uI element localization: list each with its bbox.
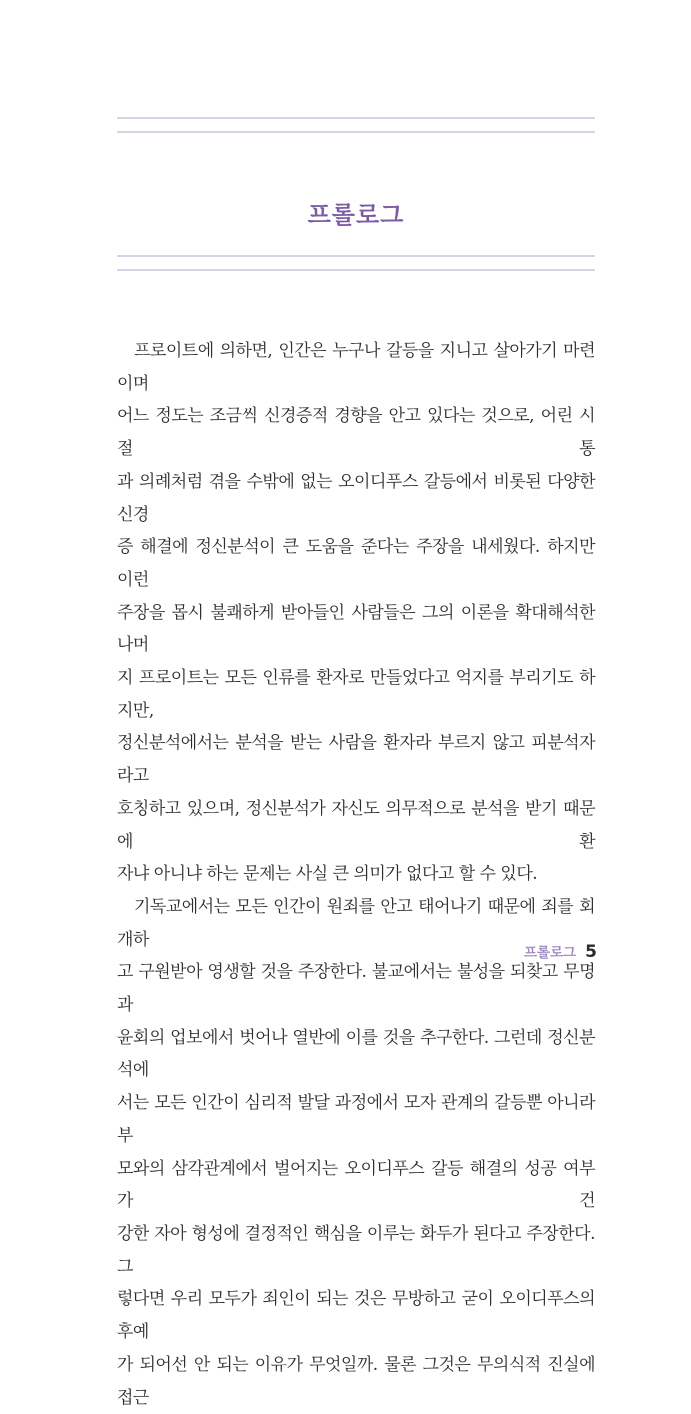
footer-page-number: 5 xyxy=(585,942,597,962)
body-line: 어느 정도는 조금씩 신경증적 경향을 안고 있다는 것으로, 어린 시절 통 xyxy=(117,406,595,460)
footer-section-label: 프롤로그 xyxy=(523,945,577,961)
body-line: 자냐 아니냐 하는 문제는 사실 큰 의미가 없다고 할 수 있다. xyxy=(117,864,538,885)
body-line: 모와의 삼각관계에서 벌어지는 오이디푸스 갈등 해결의 성공 여부가 건 xyxy=(117,1158,595,1212)
body-line: 증 해결에 정신분석이 큰 도움을 준다는 주장을 내세웠다. 하지만 이런 xyxy=(117,537,595,590)
paragraph xyxy=(117,891,595,1414)
body-line: 정신분석에서는 분석을 받는 사람을 환자라 부르지 않고 피분석자라고 xyxy=(117,733,595,787)
body-text xyxy=(117,335,595,1414)
body-line: 기독교에서는 모든 인간이 원죄를 안고 태어나기 때문에 죄를 회개하 xyxy=(117,896,595,950)
chapter-title: 프롤로그 xyxy=(307,201,405,230)
body-line: 주장을 몹시 불쾌하게 받아들인 사람들은 그의 이론을 확대해석한 나머 xyxy=(117,602,595,656)
mid-rule-2 xyxy=(117,269,595,271)
body-line: 강한 자아 형성에 결정적인 핵심을 이루는 화두가 된다고 주장한다. 그 xyxy=(117,1223,595,1277)
body-line: 호칭하고 있으며, 정신분석가 자신도 의무적으로 분석을 받기 때문에 환 xyxy=(117,798,595,852)
page-footer xyxy=(524,941,597,962)
body-line: 렇다면 우리 모두가 죄인이 되는 것은 무방하고 굳이 오이디푸스의 후예 xyxy=(117,1289,595,1343)
paragraph xyxy=(117,335,595,891)
body-line: 서는 모든 인간이 심리적 발달 과정에서 모자 관계의 갈등뿐 아니라 부 xyxy=(117,1093,595,1146)
body-line: 과 의례처럼 겪을 수밖에 없는 오이디푸스 갈등에서 비롯된 다양한 신경 xyxy=(117,471,595,525)
top-rule-1 xyxy=(117,117,595,119)
body-line: 윤회의 업보에서 벗어나 열반에 이를 것을 추구한다. 그런데 정신분석에 xyxy=(117,1027,595,1081)
mid-rule-1 xyxy=(117,255,595,257)
body-line: 고 구원받아 영생할 것을 주장한다. 불교에서는 불성을 되찾고 무명과 xyxy=(117,962,595,1016)
top-rule-2 xyxy=(117,131,595,133)
body-line: 가 되어선 안 되는 이유가 무엇일까. 물론 그것은 무의식적 진실에 접근 xyxy=(117,1354,595,1408)
body-line: 프로이트에 의하면, 인간은 누구나 갈등을 지니고 살아가기 마련이며 xyxy=(117,341,595,394)
body-line: 지 프로이트는 모든 인류를 환자로 만들었다고 억지를 부리기도 하지만, xyxy=(117,668,595,721)
